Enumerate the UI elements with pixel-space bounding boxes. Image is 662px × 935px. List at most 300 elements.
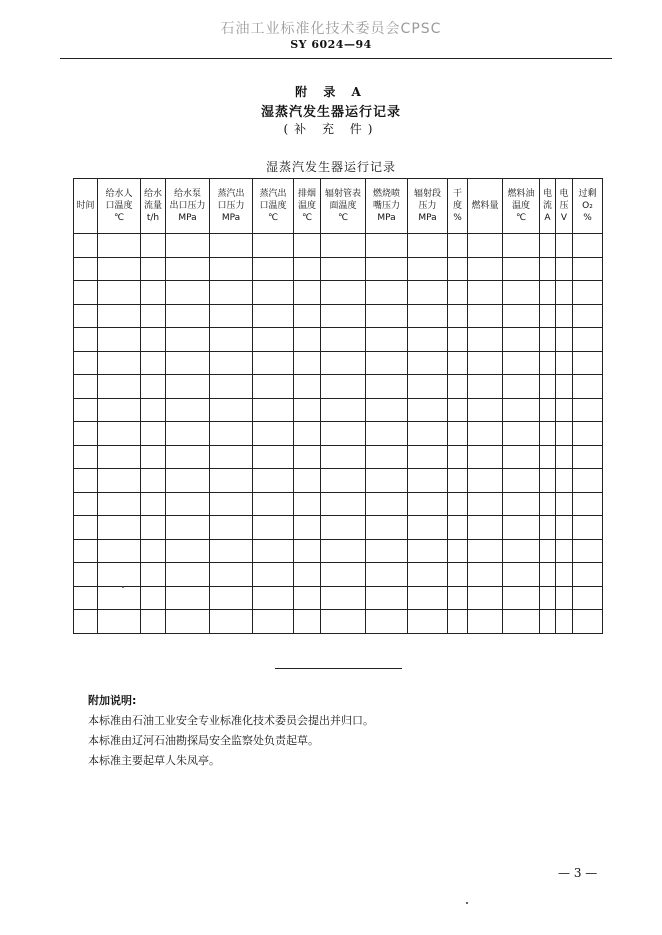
table-row: [74, 539, 603, 563]
table-cell: [573, 539, 603, 563]
table-cell: [210, 469, 253, 493]
table-row: [74, 257, 603, 281]
table-cell: [468, 281, 503, 305]
table-cell: [540, 304, 556, 328]
table-cell: [141, 398, 166, 422]
table-cell: [294, 375, 321, 399]
table-cell: [98, 351, 141, 375]
table-cell: [556, 328, 573, 352]
table-cell: [556, 516, 573, 540]
table-cell: [540, 469, 556, 493]
table-cell: [253, 492, 294, 516]
table-cell: [166, 304, 210, 328]
table-cell: [448, 281, 468, 305]
table-cell: [166, 539, 210, 563]
table-cell: [74, 563, 98, 587]
table-cell: [503, 351, 540, 375]
table-cell: [448, 422, 468, 446]
table-cell: [556, 445, 573, 469]
table-cell: [74, 516, 98, 540]
table-cell: [294, 516, 321, 540]
table-cell: [556, 586, 573, 610]
table-cell: [408, 539, 448, 563]
table-cell: [503, 469, 540, 493]
table-cell: [166, 422, 210, 446]
table-cell: [166, 469, 210, 493]
column-header: 给水 流量 t/h: [141, 179, 166, 234]
table-cell: [321, 516, 366, 540]
table-cell: [468, 445, 503, 469]
table-cell: [503, 304, 540, 328]
column-header: 辐射管表 面温度 ℃: [321, 179, 366, 234]
notes-line: 本标准由辽河石油勘探局安全监察处负责起草。: [88, 734, 319, 747]
table-cell: [294, 398, 321, 422]
table-cell: [166, 563, 210, 587]
table-cell: [98, 422, 141, 446]
table-cell: [98, 516, 141, 540]
table-cell: [210, 516, 253, 540]
table-cell: [468, 610, 503, 634]
table-cell: [294, 492, 321, 516]
table-cell: [141, 422, 166, 446]
table-cell: [141, 375, 166, 399]
table-cell: [253, 516, 294, 540]
table-cell: [321, 351, 366, 375]
table-cell: [573, 398, 603, 422]
table-row: [74, 328, 603, 352]
column-header: 蒸汽出 口压力 MPa: [210, 179, 253, 234]
table-cell: [468, 422, 503, 446]
table-cell: [556, 469, 573, 493]
table-cell: [503, 516, 540, 540]
table-cell: [366, 375, 408, 399]
table-cell: [408, 610, 448, 634]
table-cell: [448, 375, 468, 399]
additional-notes: [88, 691, 374, 771]
table-cell: [210, 445, 253, 469]
table-cell: [468, 539, 503, 563]
table-cell: [74, 469, 98, 493]
table-cell: [210, 422, 253, 446]
table-cell: [166, 351, 210, 375]
table-cell: [210, 257, 253, 281]
table-row: [74, 234, 603, 258]
table-cell: [321, 422, 366, 446]
table-cell: [321, 328, 366, 352]
table-cell: [253, 422, 294, 446]
table-cell: [540, 563, 556, 587]
table-cell: [448, 257, 468, 281]
table-cell: [503, 492, 540, 516]
table-cell: [253, 351, 294, 375]
table-cell: [573, 234, 603, 258]
table-cell: [468, 586, 503, 610]
table-cell: [253, 281, 294, 305]
table-cell: [98, 539, 141, 563]
table-cell: [408, 234, 448, 258]
table-cell: [408, 351, 448, 375]
table-cell: [448, 563, 468, 587]
table-cell: [166, 328, 210, 352]
table-cell: [448, 586, 468, 610]
table-cell: [321, 398, 366, 422]
table-cell: [366, 422, 408, 446]
table-cell: [448, 539, 468, 563]
table-cell: [166, 586, 210, 610]
table-cell: [294, 422, 321, 446]
table-cell: [540, 586, 556, 610]
table-cell: [448, 610, 468, 634]
table-cell: [253, 304, 294, 328]
table-cell: [74, 351, 98, 375]
table-cell: [366, 492, 408, 516]
table-cell: [556, 281, 573, 305]
table-cell: [74, 234, 98, 258]
column-header: 蒸汽出 口温度 ℃: [253, 179, 294, 234]
table-row: [74, 469, 603, 493]
table-cell: [556, 422, 573, 446]
table-cell: [98, 492, 141, 516]
table-cell: [503, 398, 540, 422]
table-cell: [366, 445, 408, 469]
table-cell: [540, 516, 556, 540]
table-row: [74, 492, 603, 516]
table-cell: [98, 328, 141, 352]
column-header: 燃料量: [468, 179, 503, 234]
watermark-text: 石油工业标准化技术委员会CPSC: [220, 21, 442, 37]
table-cell: [366, 539, 408, 563]
table-cell: [503, 610, 540, 634]
table-cell: [321, 610, 366, 634]
table-cell: [366, 469, 408, 493]
table-cell: [556, 304, 573, 328]
table-cell: [253, 257, 294, 281]
table-cell: [166, 257, 210, 281]
table-cell: [448, 304, 468, 328]
table-cell: [448, 492, 468, 516]
table-cell: [166, 610, 210, 634]
table-cell: [366, 257, 408, 281]
table-cell: [366, 328, 408, 352]
table-cell: [141, 563, 166, 587]
table-cell: [141, 492, 166, 516]
table-cell: [468, 516, 503, 540]
table-cell: [98, 398, 141, 422]
table-cell: [408, 328, 448, 352]
table-cell: [321, 563, 366, 587]
table-cell: [468, 234, 503, 258]
table-cell: [540, 539, 556, 563]
table-cell: [573, 516, 603, 540]
table-cell: [210, 375, 253, 399]
table-cell: [540, 281, 556, 305]
table-cell: [321, 257, 366, 281]
table-cell: [408, 375, 448, 399]
table-cell: [540, 375, 556, 399]
table-cell: [468, 398, 503, 422]
table-cell: [210, 539, 253, 563]
table-row: [74, 516, 603, 540]
table-cell: [141, 281, 166, 305]
table-cell: [448, 328, 468, 352]
column-header: 给水泵 出口压力 MPa: [166, 179, 210, 234]
table-cell: [74, 422, 98, 446]
table-cell: [98, 469, 141, 493]
table-cell: [74, 304, 98, 328]
table-cell: [74, 328, 98, 352]
table-cell: [294, 281, 321, 305]
table-cell: [141, 328, 166, 352]
table-cell: [74, 445, 98, 469]
table-cell: [448, 398, 468, 422]
table-cell: [253, 563, 294, 587]
table-cell: [294, 469, 321, 493]
table-cell: [408, 281, 448, 305]
table-cell: [321, 281, 366, 305]
table-cell: [253, 445, 294, 469]
table-cell: [573, 375, 603, 399]
table-cell: [166, 492, 210, 516]
table-row: [74, 422, 603, 446]
table-cell: [540, 445, 556, 469]
table-cell: [366, 516, 408, 540]
table-cell: [503, 586, 540, 610]
table-cell: [366, 586, 408, 610]
table-cell: [556, 257, 573, 281]
table-cell: [141, 469, 166, 493]
table-cell: [540, 610, 556, 634]
table-cell: [468, 375, 503, 399]
table-cell: [253, 375, 294, 399]
notes-line: 本标准主要起草人朱凤亭。: [88, 754, 220, 767]
table-cell: [141, 516, 166, 540]
notes-title: 附加说明:: [88, 694, 137, 707]
page-number: — 3 —: [558, 866, 598, 880]
table-cell: [366, 304, 408, 328]
table-cell: [408, 586, 448, 610]
table-cell: [366, 351, 408, 375]
table-cell: [166, 445, 210, 469]
table-cell: [556, 351, 573, 375]
table-cell: [468, 351, 503, 375]
table-cell: [210, 398, 253, 422]
table-cell: [294, 304, 321, 328]
table-cell: [321, 445, 366, 469]
table-cell: [573, 351, 603, 375]
table-cell: [74, 257, 98, 281]
table-cell: [141, 351, 166, 375]
table-cell: [294, 257, 321, 281]
scan-speck: [122, 586, 124, 588]
table-cell: [448, 351, 468, 375]
table-cell: [321, 304, 366, 328]
table-cell: [408, 422, 448, 446]
table-cell: [503, 281, 540, 305]
notes-line: 本标准由石油工业安全专业标准化技术委员会提出并归口。: [88, 714, 374, 727]
table-cell: [366, 563, 408, 587]
table-cell: [573, 445, 603, 469]
table-cell: [98, 445, 141, 469]
table-cell: [210, 492, 253, 516]
table-cell: [556, 492, 573, 516]
column-header: 给水人 口温度 ℃: [98, 179, 141, 234]
table-cell: [573, 469, 603, 493]
table-cell: [573, 422, 603, 446]
column-header: 时间: [74, 179, 98, 234]
scan-speck: [466, 902, 468, 904]
table-cell: [468, 328, 503, 352]
table-cell: [503, 422, 540, 446]
table-cell: [253, 539, 294, 563]
table-cell: [166, 234, 210, 258]
table-cell: [74, 375, 98, 399]
column-header: 辐射段 压力 MPa: [408, 179, 448, 234]
table-cell: [74, 281, 98, 305]
header-rule: [60, 58, 612, 59]
table-row: [74, 398, 603, 422]
table-cell: [321, 586, 366, 610]
table-cell: [98, 234, 141, 258]
table-cell: [74, 586, 98, 610]
table-cell: [573, 610, 603, 634]
table-cell: [294, 351, 321, 375]
table-cell: [253, 398, 294, 422]
table-cell: [98, 563, 141, 587]
table-cell: [573, 586, 603, 610]
column-header: 排烟 温度 ℃: [294, 179, 321, 234]
appendix-title: 湿蒸汽发生器运行记录: [260, 105, 401, 120]
table-cell: [321, 492, 366, 516]
table-cell: [468, 563, 503, 587]
table-cell: [74, 492, 98, 516]
table-cell: [448, 516, 468, 540]
table-caption: 湿蒸汽发生器运行记录: [265, 160, 396, 174]
table-cell: [321, 469, 366, 493]
table-cell: [556, 375, 573, 399]
table-cell: [98, 586, 141, 610]
table-cell: [448, 234, 468, 258]
table-cell: [166, 375, 210, 399]
table-cell: [573, 328, 603, 352]
table-cell: [540, 422, 556, 446]
table-cell: [74, 610, 98, 634]
table-cell: [98, 257, 141, 281]
table-cell: [573, 492, 603, 516]
table-cell: [408, 257, 448, 281]
table-cell: [253, 328, 294, 352]
table-cell: [468, 304, 503, 328]
table-row: [74, 586, 603, 610]
table-cell: [141, 586, 166, 610]
table-row: [74, 445, 603, 469]
table-row: [74, 281, 603, 305]
table-cell: [540, 398, 556, 422]
table-cell: [503, 375, 540, 399]
table-cell: [210, 351, 253, 375]
table-row: [74, 375, 603, 399]
table-cell: [210, 328, 253, 352]
standard-number: SY 6024—94: [290, 38, 372, 51]
table-cell: [294, 328, 321, 352]
table-cell: [503, 234, 540, 258]
table-cell: [448, 445, 468, 469]
table-cell: [210, 586, 253, 610]
table-cell: [503, 445, 540, 469]
table-cell: [98, 375, 141, 399]
operation-record-table: [73, 178, 603, 634]
table-cell: [540, 328, 556, 352]
table-cell: [98, 610, 141, 634]
table-cell: [573, 304, 603, 328]
table-cell: [141, 234, 166, 258]
table-cell: [210, 281, 253, 305]
table-cell: [166, 281, 210, 305]
table-cell: [503, 257, 540, 281]
column-header: 燃料油 温度 ℃: [503, 179, 540, 234]
table-cell: [294, 539, 321, 563]
table-cell: [408, 304, 448, 328]
table-cell: [210, 563, 253, 587]
table-cell: [408, 469, 448, 493]
table-cell: [366, 281, 408, 305]
table-cell: [141, 304, 166, 328]
table-cell: [366, 234, 408, 258]
column-header: 电 流 A: [540, 179, 556, 234]
table-cell: [556, 539, 573, 563]
table-cell: [408, 398, 448, 422]
table-cell: [573, 257, 603, 281]
table-header-row: [74, 179, 603, 234]
table-cell: [294, 234, 321, 258]
table-cell: [98, 281, 141, 305]
table-cell: [540, 351, 556, 375]
table-cell: [141, 539, 166, 563]
table-cell: [321, 234, 366, 258]
column-header: 干 度 %: [448, 179, 468, 234]
table-cell: [253, 234, 294, 258]
table-cell: [141, 257, 166, 281]
table-cell: [408, 516, 448, 540]
table-cell: [366, 610, 408, 634]
table-cell: [408, 445, 448, 469]
table-cell: [556, 563, 573, 587]
table-cell: [556, 234, 573, 258]
table-cell: [540, 257, 556, 281]
table-cell: [408, 492, 448, 516]
table-cell: [408, 563, 448, 587]
table-row: [74, 304, 603, 328]
table-cell: [294, 586, 321, 610]
table-cell: [468, 257, 503, 281]
table-cell: [540, 234, 556, 258]
section-divider: [275, 668, 402, 669]
table-row: [74, 610, 603, 634]
table-cell: [503, 328, 540, 352]
table-cell: [166, 398, 210, 422]
table-cell: [294, 610, 321, 634]
table-cell: [468, 469, 503, 493]
table-cell: [573, 563, 603, 587]
table-cell: [321, 375, 366, 399]
table-cell: [166, 516, 210, 540]
table-cell: [573, 281, 603, 305]
table-cell: [503, 563, 540, 587]
appendix-label: 附 录 A: [295, 85, 367, 99]
table-cell: [141, 610, 166, 634]
table-cell: [74, 539, 98, 563]
table-cell: [253, 586, 294, 610]
table-cell: [366, 398, 408, 422]
